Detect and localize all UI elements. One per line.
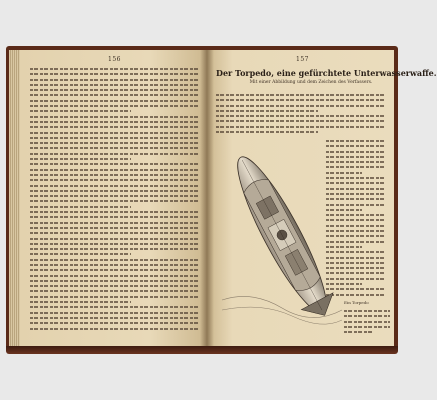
text-line <box>30 116 198 118</box>
text-line <box>30 259 198 261</box>
text-line <box>30 312 198 314</box>
text-line <box>30 100 198 102</box>
text-line <box>30 275 198 277</box>
text-line <box>30 121 198 123</box>
text-line <box>216 131 318 133</box>
right-page-number: 157 <box>296 56 309 63</box>
text-line <box>30 84 198 86</box>
text-line <box>30 296 198 298</box>
figure-caption-text <box>344 310 390 336</box>
article-title: Der Torpedo, eine gefürchtete Unterwasserwaffe. <box>216 68 437 78</box>
text-line <box>30 132 198 134</box>
text-line <box>216 115 386 117</box>
text-line <box>216 120 386 122</box>
text-line <box>216 105 386 107</box>
article-intro-text <box>216 94 386 136</box>
text-line <box>30 306 198 308</box>
text-line <box>30 200 198 202</box>
text-line <box>344 326 390 328</box>
text-line <box>30 158 131 160</box>
text-line <box>30 216 198 218</box>
text-line <box>30 195 198 197</box>
text-line <box>30 94 198 96</box>
left-page-body <box>30 68 198 333</box>
text-line <box>30 79 198 81</box>
text-line <box>30 147 198 149</box>
text-line <box>30 153 198 155</box>
text-line <box>30 206 131 208</box>
text-line <box>344 331 372 333</box>
text-line <box>30 142 198 144</box>
book-gutter <box>200 50 214 346</box>
text-line <box>30 174 198 176</box>
text-line <box>216 94 386 96</box>
right-page <box>206 50 437 346</box>
text-line <box>344 310 390 312</box>
text-line <box>30 110 131 112</box>
text-line <box>30 163 198 165</box>
text-line <box>30 290 198 292</box>
text-line <box>30 89 198 91</box>
text-line <box>216 126 386 128</box>
text-line <box>30 185 198 187</box>
text-line <box>344 315 390 317</box>
text-line <box>30 285 198 287</box>
text-line <box>30 248 198 250</box>
text-line <box>30 169 198 171</box>
text-line <box>30 322 198 324</box>
text-line <box>216 110 318 112</box>
text-line <box>30 317 198 319</box>
text-line <box>30 126 198 128</box>
left-page <box>20 50 206 346</box>
text-line <box>30 269 198 271</box>
text-line <box>30 105 198 107</box>
book-bottom-edge <box>6 346 398 354</box>
text-line <box>30 280 198 282</box>
figure-caption: Ein Torpedo <box>344 300 369 305</box>
text-line <box>30 68 198 70</box>
text-line <box>30 179 198 181</box>
torpedo-illustration <box>222 140 342 326</box>
text-line <box>30 232 198 234</box>
text-line <box>30 253 131 255</box>
text-line <box>30 73 198 75</box>
text-line <box>30 243 198 245</box>
text-line <box>30 190 198 192</box>
text-line <box>30 227 198 229</box>
text-line <box>30 238 198 240</box>
text-line <box>30 137 198 139</box>
text-line <box>30 328 198 330</box>
text-line <box>30 211 198 213</box>
text-line <box>30 264 198 266</box>
text-line <box>30 222 198 224</box>
text-line <box>344 321 390 323</box>
text-line <box>30 301 131 303</box>
text-line <box>216 99 386 101</box>
left-page-number: 156 <box>108 56 121 63</box>
article-byline: Mit einer Abbildung und dem Zeichen des Verfassers. <box>249 80 373 85</box>
